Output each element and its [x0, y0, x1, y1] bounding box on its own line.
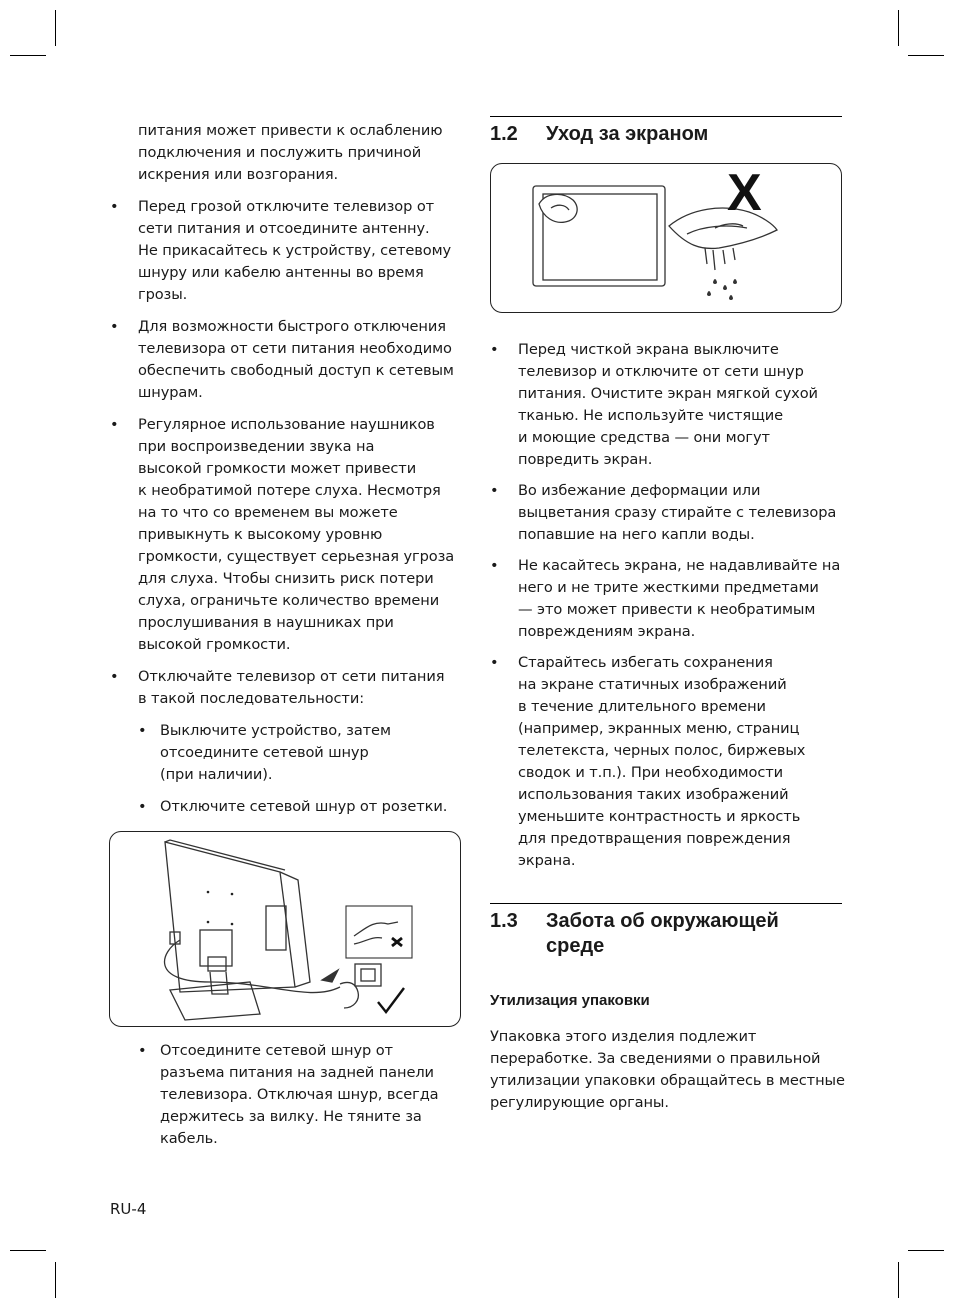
- text-line: • Отключите сетевой шнур от розетки.: [160, 798, 448, 815]
- title-line: среде: [546, 935, 605, 957]
- text-line: кабель.: [160, 1130, 218, 1147]
- text-line: телевизор и отключите от сети шнур: [518, 363, 804, 380]
- section-number: 1.3: [490, 910, 518, 932]
- text-line: разъема питания на задней панели: [160, 1064, 434, 1081]
- section-title: [546, 909, 779, 959]
- text-line: утилизации упаковки обращайтесь в местные: [490, 1072, 845, 1089]
- title-line: Забота об окружающей: [546, 910, 779, 932]
- text-line: • Перед чисткой экрана выключите: [518, 341, 779, 358]
- crop-mark: [898, 10, 899, 46]
- text-line: телевизора. Отключая шнур, всегда: [160, 1086, 439, 1103]
- text-line: попавшие на него капли воды.: [518, 526, 755, 543]
- text-line: регулирующие органы.: [490, 1094, 669, 1111]
- crop-mark: [55, 1262, 56, 1298]
- left-column-top: [110, 120, 470, 818]
- left-column-bottom: [138, 1040, 468, 1150]
- sub-bullet-item: [138, 720, 470, 786]
- text-line: него и не трите жесткими предметами: [518, 579, 819, 596]
- text-line: прослушивания в наушниках при: [138, 614, 394, 631]
- bullet-item: [110, 316, 470, 404]
- screen-care-illustration: [490, 163, 842, 313]
- cross-icon: [392, 938, 402, 946]
- text-line: • Не касайтесь экрана, не надавливайте на: [518, 557, 841, 574]
- text-line: выцветания сразу стирайте с телевизора: [518, 504, 837, 521]
- crop-mark: [908, 1250, 944, 1251]
- crop-mark: [10, 1250, 46, 1251]
- sub-bullet-item: [138, 1040, 468, 1150]
- text-line: повреждениям экрана.: [518, 623, 696, 640]
- bullet-item: [110, 414, 470, 656]
- text-line: уменьшите контрастность и яркость: [518, 808, 801, 825]
- text-line: питания может привести к ослаблению: [138, 122, 443, 139]
- text-line: сети питания и отсоедините антенну.: [138, 220, 430, 237]
- text-line: в течение длительного времени: [518, 698, 766, 715]
- text-line: к необратимой потере слуха. Несмотря: [138, 482, 441, 499]
- packaging-paragraph: [490, 1026, 850, 1114]
- text-line: телевизора от сети питания необходимо: [138, 340, 452, 357]
- text-line: на экране статичных изображений: [518, 676, 787, 693]
- text-line: телетекста, черных полос, биржевых: [518, 742, 806, 759]
- text-line: для предотвращения повреждения: [518, 830, 791, 847]
- text-line: • Для возможности быстрого отключения: [138, 318, 446, 335]
- text-line: • Отсоедините сетевой шнур от: [160, 1042, 393, 1059]
- text-line: подключения и послужить причиной: [138, 144, 422, 161]
- text-line: • Регулярное использование наушников: [138, 416, 435, 433]
- check-icon: [378, 988, 404, 1012]
- bullet-item: [110, 196, 470, 306]
- text-line: сводок и т.п.). При необходимости: [518, 764, 784, 781]
- text-line: тканью. Не используйте чистящие: [518, 407, 783, 424]
- text-line: • Отключайте телевизор от сети питания: [138, 668, 445, 685]
- text-line: использования таких изображений: [518, 786, 789, 803]
- section-heading-1-3: [490, 903, 842, 963]
- text-line: • Перед грозой отключите телевизор от: [138, 198, 435, 215]
- text-line: (например, экранных меню, страниц: [518, 720, 800, 737]
- text-line: Упаковка этого изделия подлежит: [490, 1028, 757, 1045]
- section-heading-1-2: [490, 116, 842, 152]
- text-line: на то что со временем вы можете: [138, 504, 398, 521]
- text-line: искрения или возгорания.: [138, 166, 339, 183]
- crop-mark: [908, 55, 944, 56]
- text-line: шнурам.: [138, 384, 203, 401]
- text-line: повредить экран.: [518, 451, 653, 468]
- subheading-packaging: Утилизация упаковки: [490, 992, 650, 1009]
- page-number: RU-4: [110, 1200, 147, 1218]
- text-line: питания. Очистите экран мягкой сухой: [518, 385, 818, 402]
- text-line: — это может привести к необратимым: [518, 601, 816, 618]
- text-line: для слуха. Чтобы снизить риск потери: [138, 570, 434, 587]
- text-line: привыкнуть к высокому уровню: [138, 526, 383, 543]
- text-line: в такой последовательности:: [138, 690, 365, 707]
- text-line: переработке. За сведениями о правильной: [490, 1050, 821, 1067]
- text-line: Не прикасайтесь к устройству, сетевому: [138, 242, 452, 259]
- text-line: громкости, существует серьезная угроза: [138, 548, 455, 565]
- crop-mark: [10, 55, 46, 56]
- text-line: отсоедините сетевой шнур: [160, 744, 369, 761]
- text-line: грозы.: [138, 286, 188, 303]
- text-line: • Выключите устройство, затем: [160, 722, 391, 739]
- right-column-section-1-2: [490, 339, 844, 872]
- bullet-item: [490, 339, 844, 471]
- unplug-illustration: [109, 831, 461, 1027]
- text-line: • Старайтесь избегать сохранения: [518, 654, 773, 671]
- text-line: экрана.: [518, 852, 576, 869]
- bullet-item: [110, 666, 470, 710]
- crop-mark: [55, 10, 56, 46]
- section-number: 1.2: [490, 123, 518, 145]
- forbidden-mark: X: [727, 164, 762, 222]
- text-line: слуха, ограничьте количество времени: [138, 592, 440, 609]
- text-line: (при наличии).: [160, 766, 273, 783]
- text-line: • Во избежание деформации или: [518, 482, 761, 499]
- text-line: при воспроизведении звука на: [138, 438, 375, 455]
- text-line: обеспечить свободный доступ к сетевым: [138, 362, 454, 379]
- text-line: держитесь за вилку. Не тяните за: [160, 1108, 422, 1125]
- sub-bullet-item: [138, 796, 470, 818]
- text-line: высокой громкости может привести: [138, 460, 417, 477]
- bullet-item: [490, 555, 844, 643]
- text-line: и моющие средства — они могут: [518, 429, 770, 446]
- intro-paragraph: [110, 120, 470, 186]
- section-title: Уход за экраном: [546, 123, 709, 145]
- bullet-item: [490, 652, 844, 872]
- text-line: шнуру или кабелю антенны во время: [138, 264, 424, 281]
- text-line: высокой громкости.: [138, 636, 291, 653]
- crop-mark: [898, 1262, 899, 1298]
- bullet-item: [490, 480, 844, 546]
